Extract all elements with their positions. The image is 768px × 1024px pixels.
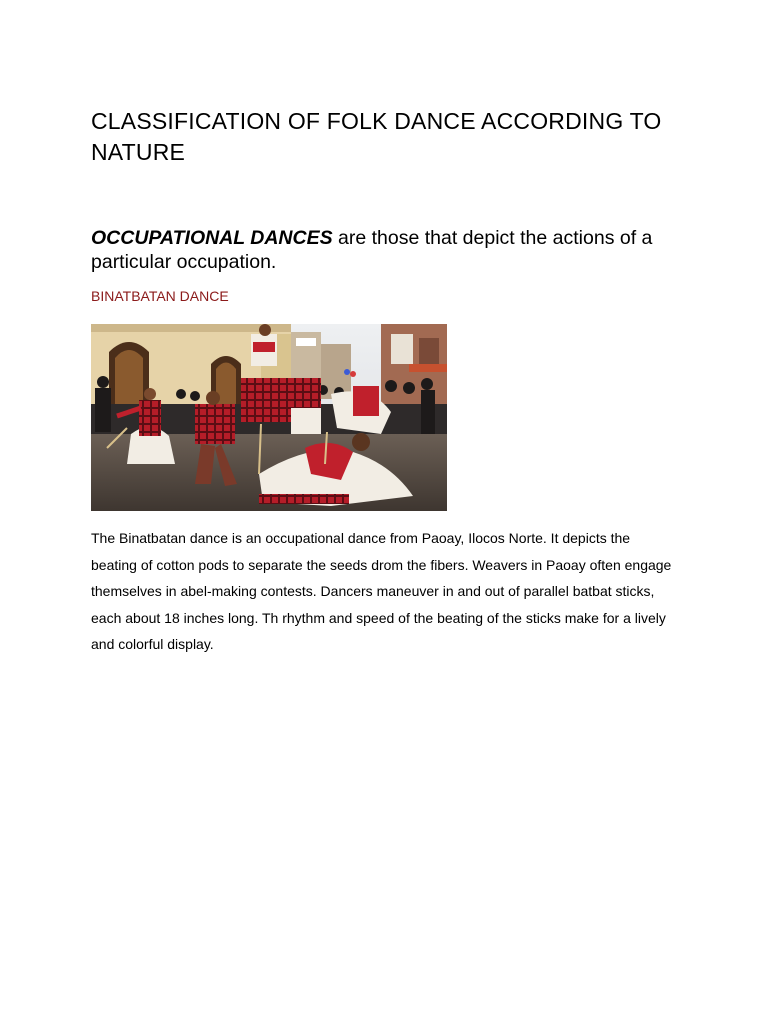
section-subheading: BINATBATAN DANCE xyxy=(91,288,229,304)
dance-photo xyxy=(91,324,447,511)
intro-paragraph xyxy=(91,226,691,274)
page-title: CLASSIFICATION OF FOLK DANCE ACCORDING TO NATURE xyxy=(91,108,662,165)
intro-term: OCCUPATIONAL DANCES xyxy=(91,227,333,249)
intro-rest: are those that depict the actions of a particular occupation. xyxy=(91,227,653,273)
body-paragraph: The Binatbatan dance is an occupational dance from Paoay, Ilocos Norte. It depicts the beating of cotton pods to separate the seeds drom the fibers. Weavers in Paoay often engage themselves in abel-making contests. Dancers maneuver in and out of parallel batbat sticks, each about 18 inches long. Th rhythm and speed of the beating of the sticks make for a lively and colorful display. xyxy=(91,530,672,653)
